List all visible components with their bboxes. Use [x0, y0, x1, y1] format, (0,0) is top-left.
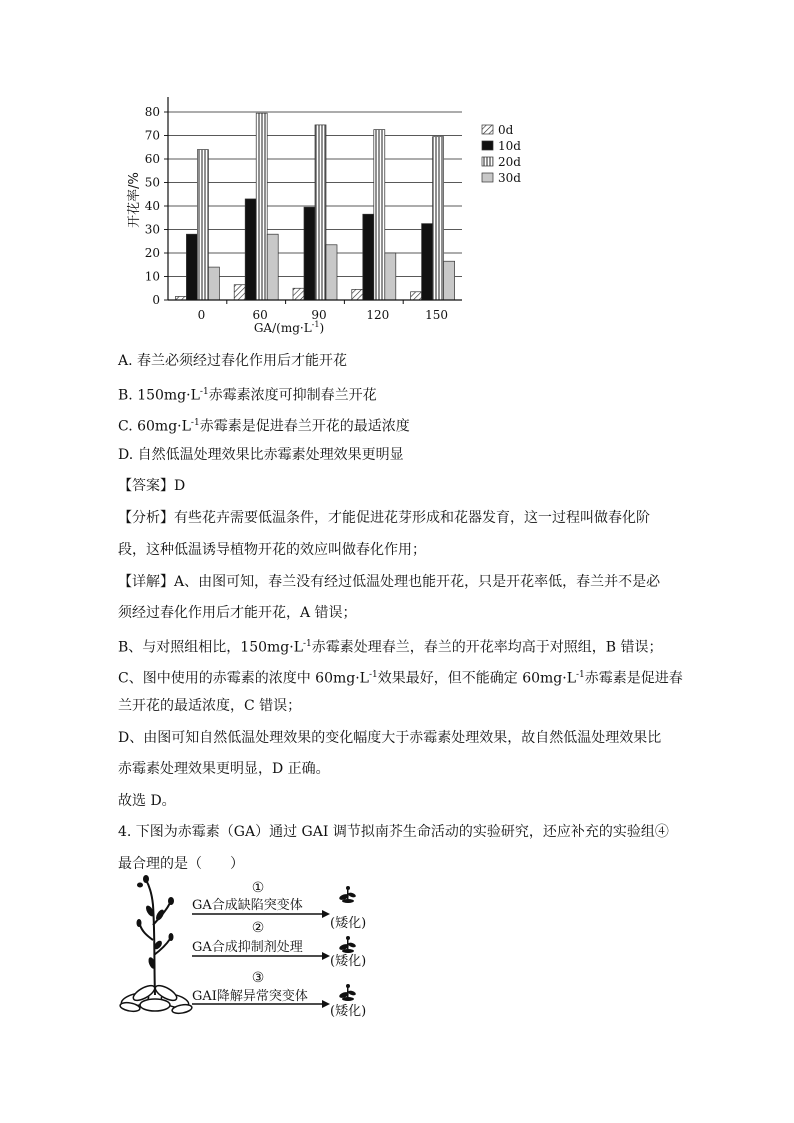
detail-c-line-1: C、图中使用的赤霉素的浓度中 $60mg\cdot L^{-1}$效果最好，但不能确定 $60mg\cdot L^{-1}$赤霉素是促进春	[118, 670, 683, 687]
detail-d-line-1: D、由图可知自然低温处理效果的变化幅度大于赤霉素处理效果，故自然低温处理效果比	[118, 730, 662, 746]
bar-0d-90	[293, 288, 304, 300]
group-3-arrowhead	[322, 1000, 330, 1008]
legend-label-10d: 10d	[498, 139, 521, 153]
question-4-line-1: 4. 下图为赤霉素（GA）通过 GAI 调节拟南芥生命活动的实验研究，还应补充的实验组④	[118, 824, 669, 840]
dwarf-plant-icon	[338, 984, 356, 1001]
bar-30d-150	[444, 261, 455, 300]
y-tick-label: 0	[152, 293, 160, 307]
detail-d-line-2: 赤霉素处理效果更明显，D 正确。	[118, 761, 330, 777]
legend-swatch-30d	[482, 173, 493, 182]
bar-30d-120	[385, 253, 396, 300]
bar-30d-0	[208, 267, 219, 300]
group-2-result: (矮化)	[330, 954, 367, 969]
x-tick-label: 0	[197, 308, 206, 322]
x-axis-label: $GA/(mg\cdot L^{-1})$	[253, 320, 325, 335]
group-1-arrowhead	[322, 910, 330, 918]
option-d: D. 自然低温处理效果比赤霉素处理效果更明显	[118, 447, 404, 463]
option-b: B. $150mg\cdot L^{-1}$赤霉素浓度可抑制春兰开花	[118, 387, 377, 404]
y-tick-label: 50	[144, 175, 160, 190]
bar-20d-150	[433, 137, 444, 300]
flowering-rate-chart	[0, 0, 794, 350]
bar-20d-120	[374, 130, 385, 300]
group-1-label: GA合成缺陷突变体	[192, 898, 303, 913]
x-tick-label: 90	[311, 308, 327, 322]
group-1-number: ①	[251, 880, 265, 896]
group-2-arrowhead	[322, 952, 330, 960]
y-tick-label: 80	[144, 105, 160, 119]
analysis-line-2: 段，这种低温诱导植物开花的效应叫做春化作用；	[118, 542, 426, 558]
y-tick-label: 40	[144, 199, 160, 213]
y-tick-label: 70	[144, 128, 160, 143]
detail-b: B、与对照组相比，$150mg\cdot L^{-1}$赤霉素处理春兰，春兰的开花率均高于对照组，B 错误；	[118, 639, 663, 656]
x-tick-label: 150	[425, 308, 449, 322]
conclusion-line: 故选 D。	[118, 793, 176, 809]
analysis-line-1: 【分析】有些花卉需要低温条件，才能促进花芽形成和花器发育，这一过程叫做春化阶	[118, 510, 650, 526]
y-tick-label: 10	[144, 269, 160, 284]
x-tick-label: 60	[252, 308, 268, 322]
bar-0d-60	[234, 285, 245, 300]
option-a: A. 春兰必须经过春化作用后才能开花	[118, 353, 348, 369]
option-c: C. $60mg\cdot L^{-1}$赤霉素是促进春兰开花的最适浓度	[118, 418, 410, 435]
question-4-line-2: 最合理的是（ ）	[118, 856, 244, 872]
bar-10d-150	[422, 224, 433, 300]
group-2-number: ②	[251, 920, 265, 936]
bar-20d-90	[315, 125, 326, 300]
dwarf-plant-icon	[338, 936, 356, 953]
bar-chart-svg	[0, 0, 794, 350]
group-3-result: (矮化)	[330, 1004, 367, 1019]
detail-a-line-1: 【详解】A、由图可知，春兰没有经过低温处理也能开花，只是开花率低，春兰并不是必	[118, 574, 661, 590]
bar-0d-120	[352, 289, 363, 300]
bar-30d-60	[267, 234, 278, 300]
bar-20d-0	[197, 150, 208, 300]
x-tick-label: 120	[366, 308, 390, 322]
dwarf-plant-icon	[338, 886, 356, 903]
y-tick-label: 60	[144, 152, 160, 166]
detail-a-line-2: 须经过春化作用后才能开花，A 错误；	[118, 605, 357, 621]
bar-10d-0	[186, 234, 197, 300]
y-axis-label: 开花率/%	[127, 172, 142, 228]
ga-experiment-diagram	[100, 865, 400, 1025]
bar-10d-60	[245, 199, 256, 300]
y-tick-label: 30	[144, 222, 160, 237]
bar-10d-120	[363, 214, 374, 300]
legend-swatch-20d	[482, 157, 493, 166]
group-1-result: (矮化)	[330, 916, 367, 931]
legend-swatch-0d	[482, 125, 493, 134]
legend-swatch-10d	[482, 141, 493, 150]
legend-label-0d: 0d	[498, 123, 514, 137]
legend-label-20d: 20d	[498, 155, 521, 169]
detail-c-line-2: 兰开花的最适浓度，C 错误；	[118, 698, 302, 714]
group-3-number: ③	[251, 970, 265, 986]
bar-20d-60	[256, 113, 267, 300]
arabidopsis-plant-icon	[119, 875, 192, 1015]
legend-label-30d: 30d	[498, 171, 521, 185]
answer-line: 【答案】D	[118, 478, 186, 494]
bar-10d-90	[304, 207, 315, 300]
bar-0d-150	[411, 292, 422, 300]
y-tick-label: 20	[144, 246, 160, 260]
bar-30d-90	[326, 245, 337, 300]
group-3-label: GAI降解异常突变体	[192, 989, 308, 1004]
group-2-label: GA合成抑制剂处理	[192, 940, 303, 955]
